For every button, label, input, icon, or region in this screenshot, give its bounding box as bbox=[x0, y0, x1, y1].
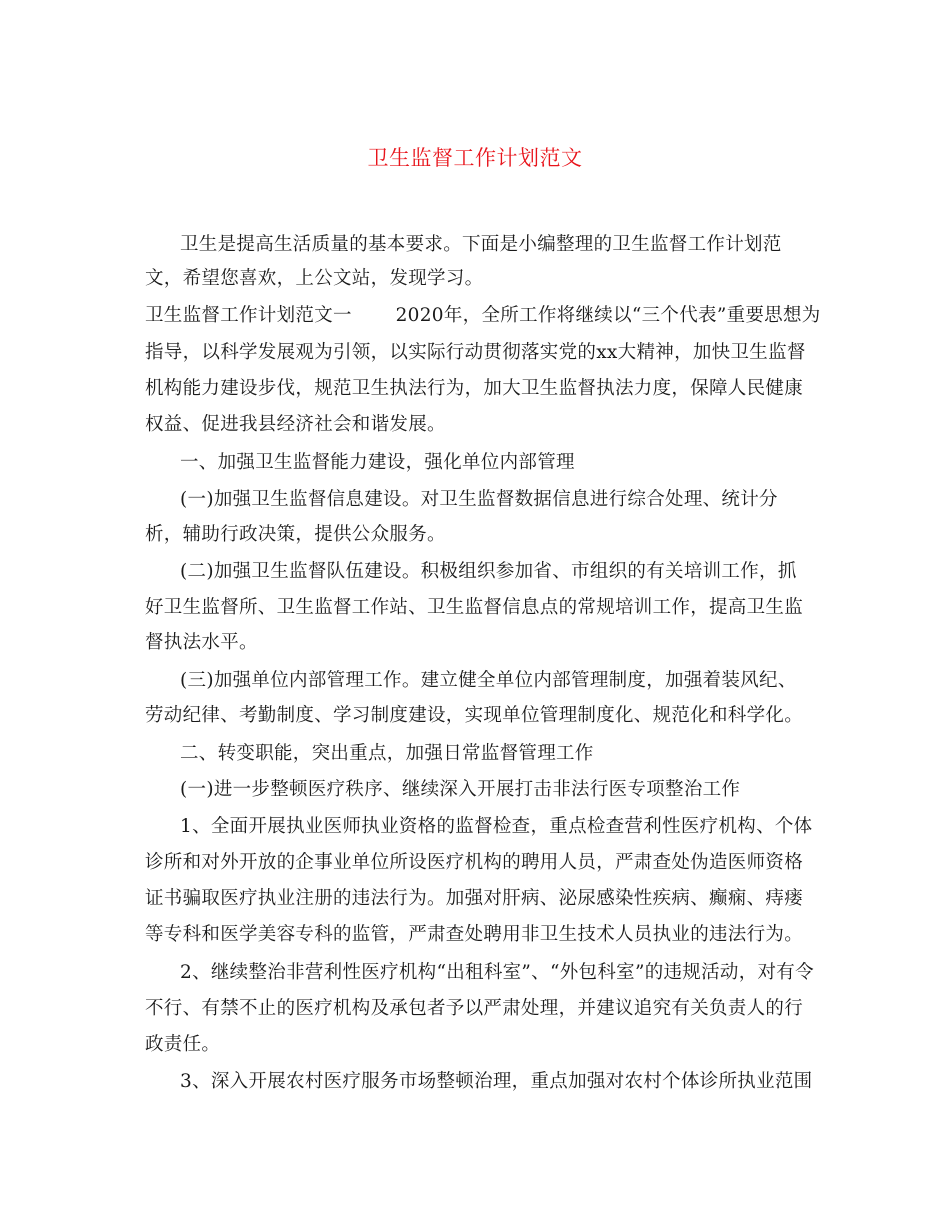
paragraph-line: 指导，以科学发展观为引领，以实际行动贯彻落实党的xx大精神，加快卫生监督 bbox=[145, 342, 806, 363]
paragraph-line: 权益、促进我县经济社会和谐发展。 bbox=[145, 414, 446, 435]
paragraph-line: 督执法水平。 bbox=[145, 632, 258, 653]
paragraph-line: 1、全面开展执业医师执业资格的监督检查，重点检查营利性医疗机构、个体 bbox=[180, 816, 813, 837]
paragraph-line: (一)加强卫生监督信息建设。对卫生监督数据信息进行综合处理、统计分 bbox=[180, 489, 778, 510]
paragraph-line: 等专科和医学美容专科的监管，严肃查处聘用非卫生技术人员执业的违法行为。 bbox=[145, 924, 804, 945]
section-heading: 一、加强卫生监督能力建设，强化单位内部管理 bbox=[180, 452, 575, 473]
paragraph-line: 机构能力建设步伐，规范卫生执法行为，加大卫生监督执法力度，保障人民健康 bbox=[145, 378, 804, 399]
paragraph-line: 劳动纪律、考勤制度、学习制度建设，实现单位管理制度化、规范化和科学化。 bbox=[145, 705, 804, 726]
paragraph-line: 政责任。 bbox=[145, 1034, 221, 1055]
document-title: 卫生监督工作计划范文 bbox=[367, 146, 583, 170]
paragraph-line: 析，辅助行政决策，提供公众服务。 bbox=[145, 524, 446, 545]
paragraph-line: 证书骗取医疗执业注册的违法行为。加强对肝病、泌尿感染性疾病、癫痫、痔瘘 bbox=[145, 888, 804, 909]
section-heading: 二、转变职能，突出重点，加强日常监督管理工作 bbox=[180, 743, 594, 764]
paragraph-line: (二)加强卫生监督队伍建设。积极组织参加省、市组织的有关培训工作，抓 bbox=[180, 561, 797, 582]
paragraph-line: 3、深入开展农村医疗服务市场整顿治理，重点加强对农村个体诊所执业范围 bbox=[180, 1071, 813, 1092]
paragraph-line: 卫生监督工作计划范文一 2020年，全所工作将继续以“三个代表”重要思想为 bbox=[145, 305, 821, 326]
paragraph-line: 卫生是提高生活质量的基本要求。下面是小编整理的卫生监督工作计划范 bbox=[180, 234, 782, 255]
paragraph-line: 2、继续整治非营利性医疗机构“出租科室”、“外包科室”的违规活动，对有令 bbox=[180, 962, 814, 983]
paragraph-line: (三)加强单位内部管理工作。建立健全单位内部管理制度，加强着装风纪、 bbox=[180, 670, 797, 691]
section-subheading: (一)进一步整顿医疗秩序、继续深入开展打击非法行医专项整治工作 bbox=[180, 779, 741, 800]
paragraph-line: 不行、有禁不止的医疗机构及承包者予以严肃处理，并建议追究有关负责人的行 bbox=[145, 998, 804, 1019]
paragraph-line: 好卫生监督所、卫生监督工作站、卫生监督信息点的常规培训工作，提高卫生监 bbox=[145, 597, 804, 618]
paragraph-line: 文，希望您喜欢，上公文站，发现学习。 bbox=[145, 268, 484, 289]
paragraph-line: 诊所和对外开放的企事业单位所设医疗机构的聘用人员，严肃查处伪造医师资格 bbox=[145, 852, 804, 873]
